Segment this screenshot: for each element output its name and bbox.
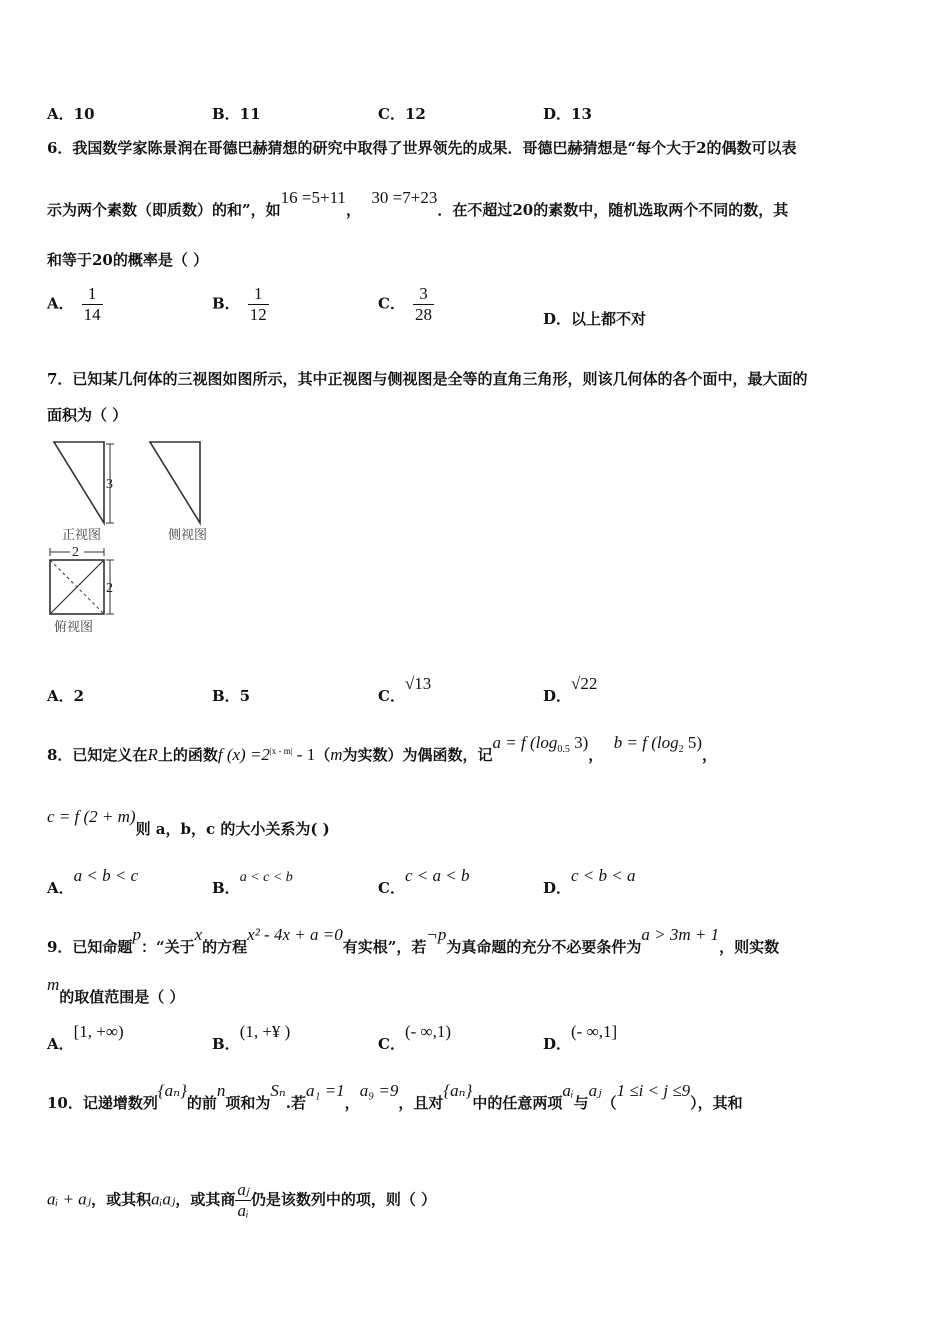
q6-line2: 示为两个素数（即质数）的和”，如16 =5+11， 30 =7+23．在不超过20的素数中，随机选取两个不同的数，其 xyxy=(47,188,789,219)
q6-option-a: A． $\frac{1}{14}$ xyxy=(47,284,101,324)
top-depth-label: 2 xyxy=(106,581,113,596)
q9-option-c: C．(- ∞,1) xyxy=(378,1022,452,1053)
front-view-triangle xyxy=(54,442,104,523)
q6-option-b: B． $\frac{1}{12}$ xyxy=(212,284,267,324)
q8-line2: c = f (2 + m)则 a，b，c 的大小关系为( ) xyxy=(47,807,330,838)
sqrt22: √22 xyxy=(571,674,598,693)
q7-line1: 7．已知某几何体的三视图如图所示，其中正视图与侧视图是全等的直角三角形，则该几何体的各个面中，最大面的 xyxy=(47,370,808,388)
q9-option-d: D．(- ∞,1] xyxy=(543,1022,618,1053)
q10-line2: aᵢ + aⱼ，或其积aᵢaⱼ，或其商 $\frac{\text{aⱼ}}{\text{aᵢ}}$ 仍是该数列中的项，则（ ） xyxy=(47,1180,437,1220)
q9-line2: m的取值范围是（ ） xyxy=(47,975,185,1006)
side-view-triangle xyxy=(150,442,200,523)
q7-line2: 面积为（ ） xyxy=(47,406,128,424)
q7-option-b: B．5 xyxy=(212,687,251,705)
q9-option-a: A．[1, +∞) xyxy=(47,1022,124,1053)
q6-line1: 6．我国数学家陈景润在哥德巴赫猜想的研究中取得了世界领先的成果．哥德巴赫猜想是“每个大于2的偶数可以表 xyxy=(47,139,797,157)
three-view-figure xyxy=(44,438,234,638)
q8-option-a: A．a < b < c xyxy=(47,866,139,897)
q6-eq2: 30 =7+23 xyxy=(371,188,438,207)
q5-option-b: B．11 xyxy=(212,105,261,123)
q5-option-d: D．13 xyxy=(543,105,592,123)
q7-option-a: A．2 xyxy=(47,687,85,705)
side-view-label: 侧视图 xyxy=(168,528,208,543)
q10-line1: 10．记递增数列{aₙ}的前n项和为Sₙ.若a₁ =1，a₉ =9，且对{aₙ}中的任意两项aᵢ与aⱼ（1 ≤i < j ≤9），其和 xyxy=(47,1081,743,1112)
q9-option-b: B．(1, +¥ ) xyxy=(212,1022,291,1053)
front-view-label: 正视图 xyxy=(62,528,102,543)
q6-eq1: 16 =5+11 xyxy=(280,188,346,207)
q6-option-d: D．以上都不对 xyxy=(543,310,647,328)
q6-line3: 和等于20的概率是（ ） xyxy=(47,251,209,269)
q5-option-a: A．10 xyxy=(47,105,95,123)
q8-option-c: C．c < a < b xyxy=(378,866,470,897)
front-height-label: 3 xyxy=(106,477,113,492)
q8-function: f (x) =2 xyxy=(217,745,270,764)
q8-option-b: B．a < c < b xyxy=(212,870,293,897)
sqrt13: √13 xyxy=(404,674,432,693)
q7-option-c: C．√13 xyxy=(378,674,432,705)
q9-line1: 9．已知命题p：“关于x的方程x² - 4x + a =0有实根”，若¬p为真命题的充分不必要条件为a > 3m + 1，则实数 xyxy=(47,925,780,956)
q6-option-c: C． $\frac{3}{28}$ xyxy=(378,284,432,324)
top-width-label: 2 xyxy=(72,545,79,560)
q8-line1: 8．已知定义在R上的函数f $(x) =2^{|x - m|} - 1(m$为实数）为偶函数，记a = f ($\log_{0.5}$ 3)， b = f ($\log_2$ 5)， xyxy=(47,733,718,764)
q7-option-d: D．√22 xyxy=(543,674,598,705)
top-view-label: 俯视图 xyxy=(54,620,94,635)
q5-option-c: C．12 xyxy=(378,105,426,123)
q8-option-d: D．c < b < a xyxy=(543,866,636,897)
